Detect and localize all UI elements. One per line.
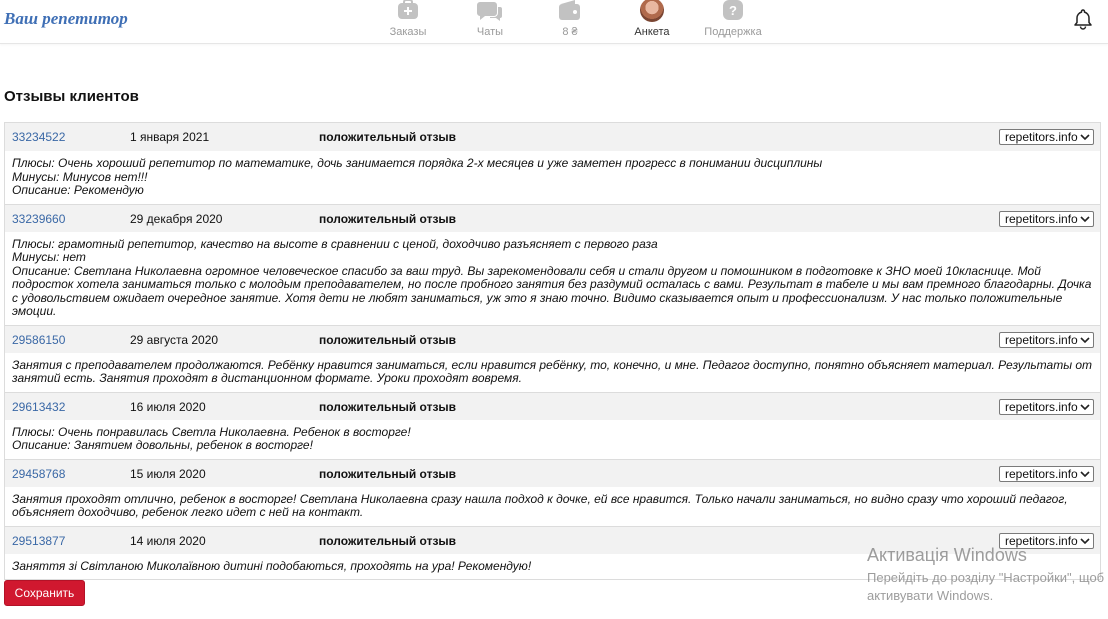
review-body: [5, 420, 1100, 459]
review-type: положительный отзыв: [319, 130, 457, 144]
review-text-line: Описание: Занятием довольны, ребенок в восторге!: [12, 438, 313, 452]
review-source-value: repetitors.info: [1005, 399, 1078, 414]
nav-item-profile[interactable]: [622, 0, 682, 44]
review-item: [5, 325, 1100, 392]
nav-item-label: 8 ₴: [562, 26, 578, 38]
review-type: положительный отзыв: [319, 211, 457, 226]
nav-item-support[interactable]: [703, 0, 763, 44]
review-header: [5, 204, 1100, 232]
review-text-line: Описание: Светлана Николаевна огромное человеческое спасибо за ваш труд. Вы зарекомендовали себя и стали другом и помошником в подготовке к ЗНО моей 10класнице. Мой подросток хотела заниматься только с молодым преподавателем, но после пробного занятия без раздумий осталась с вами. Результат в табеле и мы вам премного благодарны. Дочка с удовольствием ожидает очередное занятие. Хотя дети не любят заниматься, уж это я знаю точно. Видимо сказывается опыт и профессионализм. У нас только положительные эмоции.: [12, 263, 1092, 318]
review-source-value: repetitors.info: [1005, 130, 1078, 144]
nav-item-chats[interactable]: [460, 0, 520, 44]
review-item: [5, 123, 1100, 204]
save-button[interactable]: Сохранить: [4, 580, 85, 606]
review-source-value: repetitors.info: [1005, 466, 1078, 481]
windows-activation-watermark: [867, 545, 1108, 605]
review-id-link[interactable]: 29458768: [12, 466, 66, 481]
watermark-subtitle: Перейдіть до розділу "Настройки", щоб активувати Windows.: [867, 570, 1105, 603]
review-source-value: repetitors.info: [1005, 533, 1078, 548]
chevron-down-icon: [1080, 333, 1090, 352]
review-source-select[interactable]: [999, 399, 1094, 415]
review-date: 29 августа 2020: [130, 332, 219, 347]
review-item: [5, 392, 1100, 459]
reviews-list: [4, 122, 1101, 580]
review-date: 16 июля 2020: [130, 399, 206, 414]
nav-item-label: Анкета: [634, 26, 670, 38]
review-type: положительный отзыв: [319, 399, 457, 414]
review-date: 14 июля 2020: [130, 533, 206, 548]
review-text-line: Плюсы: Очень хороший репетитор по математике, дочь занимается порядка 2-х месяцев и уже заметен прогресс в понимании дисциплины: [12, 156, 823, 170]
nav-item-balance[interactable]: [540, 0, 600, 44]
wallet-icon: [557, 0, 583, 22]
review-text-line: Заняття зі Світланою Миколаївною дитині подобаються, проходять на ура! Рекомендую!: [12, 558, 532, 573]
review-type: положительный отзыв: [319, 533, 457, 548]
review-id-link[interactable]: 29513877: [12, 533, 66, 548]
chevron-down-icon: [1080, 400, 1090, 419]
question-icon: [722, 0, 744, 22]
review-type: положительный отзыв: [319, 332, 457, 347]
review-body: [5, 232, 1100, 325]
review-source-select[interactable]: [999, 129, 1094, 145]
review-date: 1 января 2021: [130, 130, 210, 144]
review-source-value: repetitors.info: [1005, 332, 1078, 347]
site-logo[interactable]: Ваш репетитор: [4, 9, 128, 28]
review-date: 15 июля 2020: [130, 466, 206, 481]
review-item: [5, 204, 1100, 325]
chat-bubbles-icon: [476, 0, 504, 22]
review-body: [5, 353, 1100, 392]
nav-item-label: Поддержка: [704, 26, 762, 38]
review-source-select[interactable]: [999, 466, 1094, 482]
avatar: [640, 0, 664, 22]
review-body: [5, 487, 1100, 526]
nav-item-label: Заказы: [389, 26, 427, 38]
nav-item-orders[interactable]: [378, 0, 438, 44]
review-text-line: Плюсы: грамотный репетитор, качество на высоте в сравнении с ценой, доходчиво разъясняет с первого раза: [12, 236, 658, 251]
review-header: [5, 123, 1100, 151]
top-navigation-bar: [0, 0, 1108, 44]
review-body: [5, 151, 1100, 204]
bell-icon[interactable]: [1072, 8, 1094, 30]
nav-item-label: Чаты: [476, 26, 504, 38]
review-header: [5, 392, 1100, 420]
review-item: [5, 459, 1100, 526]
chevron-down-icon: [1080, 130, 1090, 149]
chevron-down-icon: [1080, 212, 1090, 231]
review-header: [5, 459, 1100, 487]
watermark-title: Активація Windows: [867, 545, 1027, 565]
review-text-line: Минусы: нет: [12, 250, 86, 264]
review-text-line: Описание: Рекомендую: [12, 183, 144, 197]
svg-text:?: ?: [729, 3, 737, 18]
briefcase-plus-icon: [395, 0, 421, 22]
review-date: 29 декабря 2020: [130, 211, 223, 226]
review-text-line: Плюсы: Очень понравилась Светла Николаевна. Ребенок в восторге!: [12, 424, 411, 439]
review-text-line: Занятия проходят отлично, ребенок в восторге! Светлана Николаевна сразу нашла подход к дочке, ей все нравится. Только начали заниматься, но видно сразу что хороший педагог, объясняет доходчиво, ребенок легко идет с ней на контакт.: [12, 491, 1068, 519]
review-type: положительный отзыв: [319, 466, 457, 481]
review-text-line: Занятия с преподавателем продолжаются. Ребёнку нравится заниматься, если нравится ребёнку, то, конечно, и мне. Педагог доступно, понятно объясняет материал. Результаты от занятий есть. Занятия проходят в дистанционном формате. Уроки проходят вовремя.: [12, 357, 1093, 385]
review-id-link[interactable]: 33234522: [12, 130, 66, 144]
page-title: Отзывы клиентов: [4, 88, 139, 105]
review-source-select[interactable]: [999, 211, 1094, 227]
review-source-value: repetitors.info: [1005, 211, 1078, 226]
review-header: [5, 325, 1100, 353]
review-source-select[interactable]: [999, 332, 1094, 348]
review-id-link[interactable]: 33239660: [12, 211, 66, 226]
review-text-line: Минусы: Минусов нет!!!: [12, 169, 148, 184]
review-id-link[interactable]: 29586150: [12, 332, 66, 347]
chevron-down-icon: [1080, 467, 1090, 486]
review-id-link[interactable]: 29613432: [12, 399, 66, 414]
